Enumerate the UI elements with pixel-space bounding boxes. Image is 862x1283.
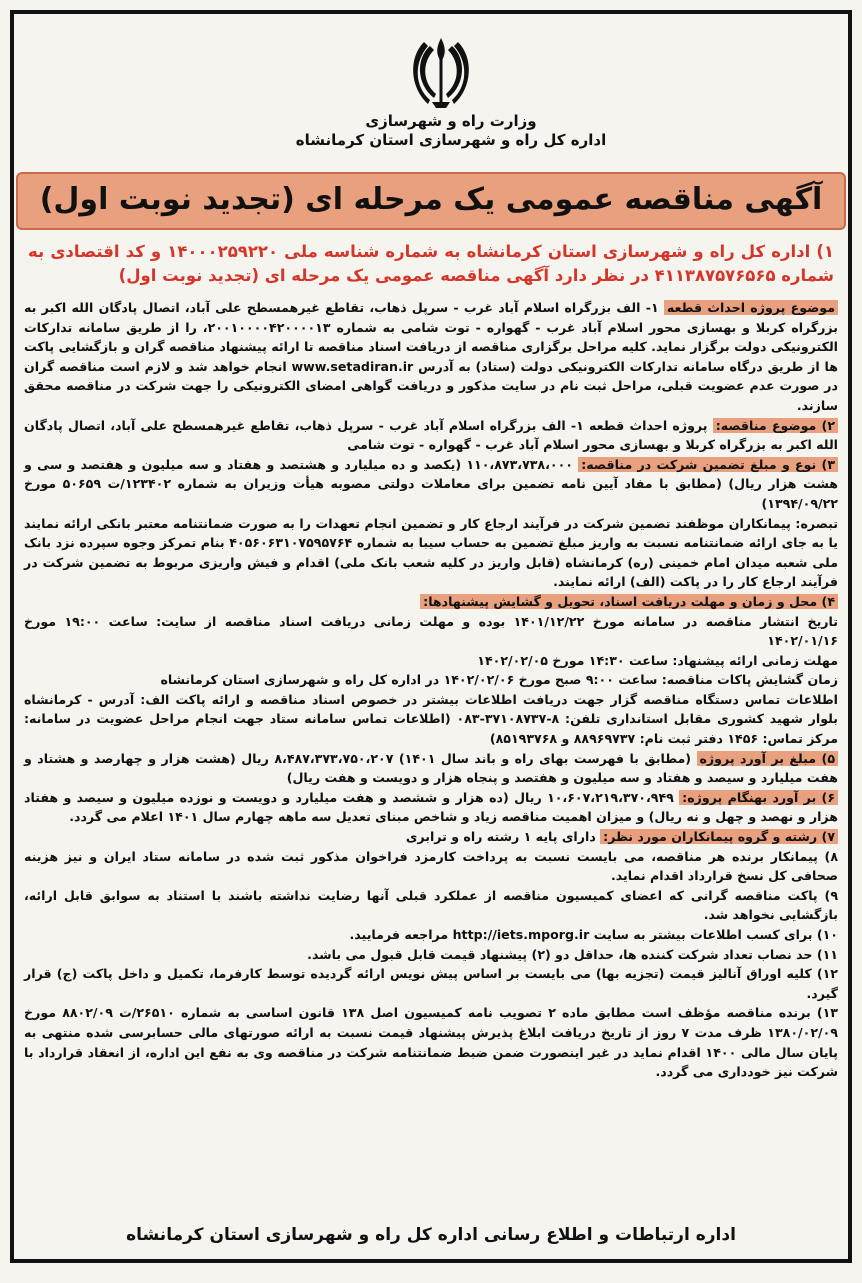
section-4-label: ۴) محل و زمان و مهلت دریافت اسناد، تحویل و گشایش پیشنهادها: <box>420 594 838 609</box>
section-note: تبصره: پیمانکاران موظفند تضمین شرکت در فرآیند ارجاع کار و تضمین انجام تعهدات را به صورت ضمانتنامه معتبر بانکی ارائه نمایند یا به جای ارائه ضمانتنامه نسبت به واریز مبلغ تضمین به حساب سیبا به شماره ۴۰۵۶۰۶۳۱۰۷۵۹۵۷۶۴ بنام تمرکز وجوه سپرده نزد بانک ملی شعبه میدان امام خمینی (ره) کرمانشاه (قابل واریز در کلیه شعب بانک ملی) اقدام و فیش واریزی مربوط به تضمین شرکت در فرآیند ارجاع کار را در پاکت (الف) ارائه نمایند. <box>24 515 838 590</box>
section-12: ۱۲) کلیه اوراق آنالیز قیمت (تجزیه بها) می بایست بر اساس پیش نویس ارائه گردیده توسط کارفرما، تکمیل و داخل پاکت (ج) قرار گیرد. <box>24 966 838 1001</box>
section-3 <box>24 455 838 514</box>
section-7-text: دارای پایه ۱ رشته راه و ترابری <box>405 829 596 845</box>
section-7 <box>24 827 838 847</box>
section-5-label: ۵) مبلغ بر آورد پروژه <box>697 751 839 766</box>
section-4-line-3: زمان گشایش پاکات مناقصه: ساعت ۹:۰۰ صبح مورخ ۱۴۰۲/۰۲/۰۶ در اداره کل راه و شهرسازی استان کرمانشاه <box>160 672 838 688</box>
section-13: ۱۳) برنده مناقصه مؤظف است مطابق ماده ۲ تصویب نامه کمیسیون اصل ۱۳۸ قانون اساسی به شماره ۲۶۵۱۰/ت ۸۸۰۲/۰۹ مورخ ۱۳۸۰/۰۲/۰۹ ظرف مدت ۷ روز از تاریخ دریافت ابلاغ پذیرش پیشنهاد قیمت نسبت به ارائه صورتهای مالی حسابرسی شده منتهی به پایان سال مالی ۱۴۰۰ اقدام نماید در غیر اینصورت ضمن ضبط ضمانتنامه شرکت در مناقصه وی به نفع این اداره، از انعقاد قرارداد با شرکت نیز خودداری می گردد. <box>24 1005 839 1080</box>
notice-title: آگهی مناقصه عمومی یک مرحله ای (تجدید نوبت اول) <box>16 172 847 230</box>
department-name: اداره کل راه و شهرسازی استان کرمانشاه <box>295 131 607 149</box>
section-6-label: ۶) بر آورد بهنگام پروژه: <box>679 790 838 805</box>
section-9: ۹) پاکت مناقصه گرانی که اعضای کمیسیون مناقصه از عملکرد قبلی آنها رضایت نداشته باشند با استناد به سوابق قابل ارائه، بازگشایی نخواهد شد. <box>24 887 838 923</box>
section-3-label: ۳) نوع و مبلغ تضمین شرکت در مناقصه: <box>578 457 838 472</box>
section-4-line-2: مهلت زمانی ارائه پیشنهاد: ساعت ۱۴:۳۰ مورخ ۱۴۰۲/۰۲/۰۵ <box>477 652 838 668</box>
ministry-header <box>14 112 848 150</box>
iran-emblem-icon <box>406 32 476 112</box>
section-10 <box>24 925 838 945</box>
section-2 <box>24 416 838 455</box>
subject-text-2: انجام خواهد شد و لازم است مناقصه گران در صورت عدم عضویت قبلی، مراحل ثبت نام در سایت مذکور و دریافت گواهی امضای الکترونیکی را جهت شرکت در مناقصه محقق سازند. <box>24 358 838 413</box>
section-3-text: ۱۱۰،۸۷۳،۷۳۸،۰۰۰ (یکصد و ده میلیارد و هشتصد و هفتاد و سه میلیون و هفتصد و سی و هشت هزار ریال) (مطابق با مفاد آیین نامه تضمین برای معاملات دولتی مصوبه هیأت وزیران به شماره ۱۲۳۴۰۲/ت ۵۰۶۵۹ مورخ ۱۳۹۴/۰۹/۲۲) <box>24 456 838 511</box>
section-10-text-a: ۱۰) برای کسب اطلاعات بیشتر به سایت <box>593 927 838 942</box>
section-7-label: ۷) رشته و گروه پیمانکاران مورد نظر: <box>600 829 838 844</box>
subject-label: موضوع پروژه احداث قطعه <box>664 300 838 315</box>
section-6 <box>24 788 838 827</box>
section-4-line-4: اطلاعات تماس دستگاه مناقصه گزار جهت دریافت اطلاعات بیشتر در خصوص اسناد مناقصه و ارائه پاکت الف: آدرس - کرمانشاه بلوار شهید کشوری مقابل استانداری تلفن: ۸-۳۷۱۰۸۷۳۷-۰۸۳ (اطلاعات تماس سامانه ستاد جهت انجام مراحل عضویت در سامانه: مرکز تماس: ۱۴۵۶ دفتر ثبت نام: ۸۸۹۶۹۷۳۷ و ۸۵۱۹۳۷۶۸) <box>24 691 838 747</box>
ministry-name: وزارت راه و شهرسازی <box>365 112 537 130</box>
section-2-text: پروژه احداث قطعه ۱- الف بزرگراه اسلام آباد غرب - سرپل ذهاب، تقاطع غیرهمسطح علی آباد، اتصال پادگان الله اکبر به بزرگراه کربلا و بهسازی محور اسلام آباد غرب - گهواره - توت شامی <box>24 417 838 453</box>
section-2-label: ۲) موضوع مناقصه: <box>713 418 838 433</box>
subject-text: ۱- الف بزرگراه اسلام آباد غرب - سرپل ذهاب، تقاطع غیرهمسطح علی آباد، اتصال پادگان الله اکبر به بزرگراه کربلا و بهسازی محور اسلام آباد غرب - گهواره - توت شامی به شماره ۲۰۰۱۰۰۰۰۴۲۰۰۰۰۱۳، را از طریق سامانه تدارکات الکترونیکی دولت برگزار نماید. کلیه مراحل برگزاری مناقصه از دریافت اسناد مناقصه تا ارائه پیشنهاد مناقصه گران و بازگشایی پاکت ها از طریق درگاه سامانه تدارکات الکترونیکی دولت (ستاد) به آدرس <box>24 300 839 374</box>
footer-credit: اداره ارتباطات و اطلاع رسانی اداره کل راه و شهرسازی استان کرمانشاه <box>126 1225 736 1245</box>
section-6-text: ۱۰،۶۰۷،۲۱۹،۳۷۰،۹۴۹ ریال (ده هزار و ششصد و هفت میلیارد و دویست و نوزده میلیون و سیصد و هفتاد هزار و نهصد و چهل و نه ریال) و میزان اهمیت مناقصه زیاد و شاخص مبنای تعدیل سه ماهه چهارم سال ۱۴۰۱ اعلام می گردد. <box>24 789 838 825</box>
section-11: ۱۱) حد نصاب تعداد شرکت کننده ها، حداقل دو (۲) پیشنهاد قیمت قابل قبول می باشد. <box>307 946 838 962</box>
section-4-line-1: تاریخ انتشار مناقصه در سامانه مورخ ۱۴۰۱/۱۲/۲۲ بوده و مهلت زمانی دریافت اسناد مناقصه از سایت: ساعت ۱۹:۰۰ مورخ ۱۴۰۲/۰۱/۱۶ <box>24 613 839 649</box>
section-4 <box>24 592 838 612</box>
section-10-text-b: مراجعه فرمایید. <box>349 927 449 942</box>
section-5 <box>24 749 838 788</box>
intro-paragraph: ۱) اداره کل راه و شهرسازی استان کرمانشاه به شماره شناسه ملی ۱۴۰۰۰۲۵۹۲۲۰ و کد اقتصادی به شماره ۴۱۱۳۸۷۵۷۶۵۶۵ در نظر دارد آگهی مناقصه عمومی یک مرحله ای (تجدید نوبت اول) <box>28 242 834 285</box>
tender-notice <box>10 10 852 1263</box>
iets-website-link[interactable]: http://iets.mporg.ir <box>452 927 590 942</box>
section-5-text: (مطابق با فهرست بهای راه و باند سال ۱۴۰۱) ۸،۴۸۷،۳۷۳،۷۵۰،۲۰۷ ریال (هشت هزار و چهارصد و هشتاد و هفت میلیارد و سیصد و هفتاد و سه میلیون و هفتصد و پنجاه هزار و دویست و هفت ریال) <box>24 750 838 786</box>
section-subject <box>24 298 838 416</box>
notice-body <box>24 298 838 1082</box>
section-8: ۸) پیمانکار برنده هر مناقصه، می بایست نسبت به پرداخت کارمزد فراخوان مذکور ثبت شده در سامانه ستاد ایران و نیز هزینه صحافی کل نسخ قرارداد اقدام نماید. <box>24 848 838 884</box>
setad-website-link[interactable]: www.setadiran.ir <box>291 358 414 374</box>
